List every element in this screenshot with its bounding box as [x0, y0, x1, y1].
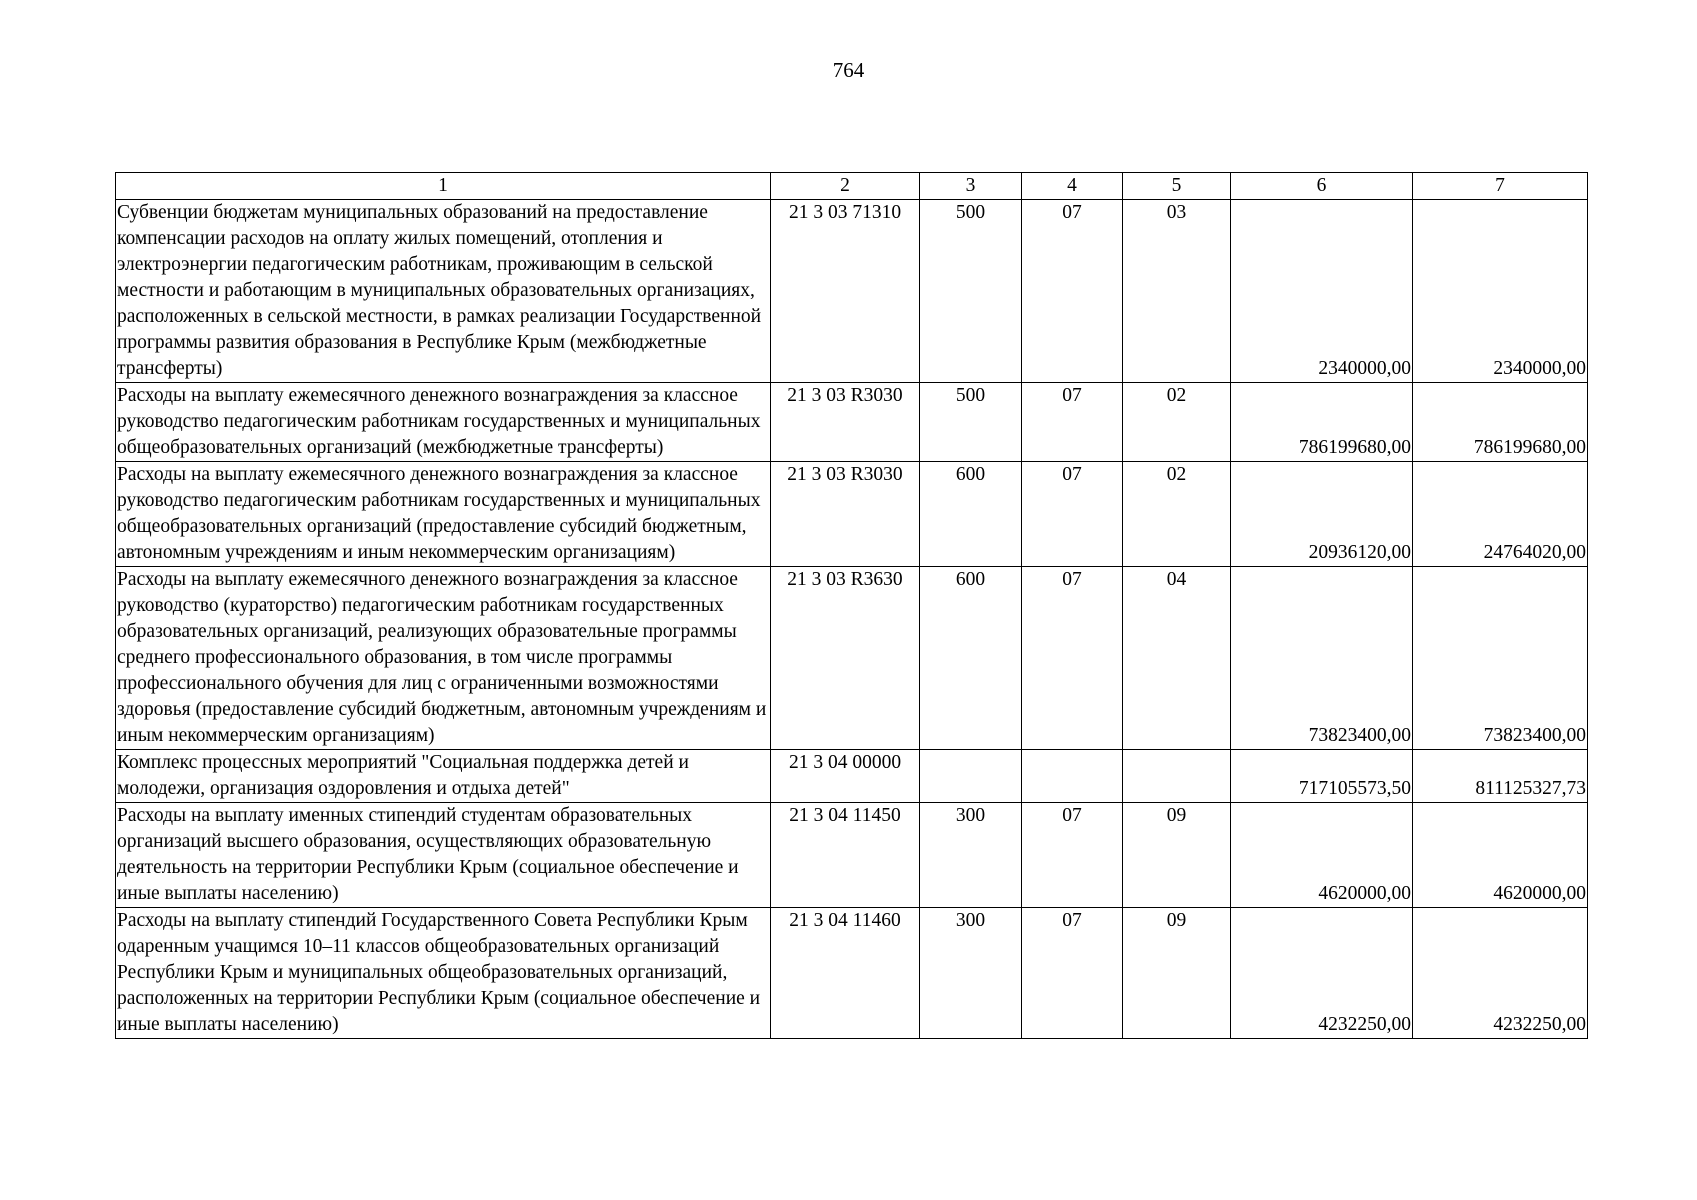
section-cell: 07 — [1022, 908, 1123, 1039]
expense-name-cell: Расходы на выплату именных стипендий студентам образовательных организаций высшего образования, осуществляющих образовательную деятельность на территории Республики Крым (социальное обеспечение и иные выплаты населению) — [116, 803, 771, 908]
amount-col6-cell: 4620000,00 — [1231, 803, 1413, 908]
amount-col7-cell: 4620000,00 — [1413, 803, 1588, 908]
column-header-6: 6 — [1231, 173, 1413, 200]
table-header-row — [116, 173, 1588, 200]
section-cell: 07 — [1022, 200, 1123, 383]
program-code-cell: 21 3 03 R3030 — [771, 383, 920, 462]
subsection-cell: 02 — [1123, 462, 1231, 567]
section-cell: 07 — [1022, 462, 1123, 567]
amount-col7-cell: 811125327,73 — [1413, 750, 1588, 803]
amount-col6-cell: 2340000,00 — [1231, 200, 1413, 383]
amount-col6-cell: 20936120,00 — [1231, 462, 1413, 567]
subsection-cell: 04 — [1123, 567, 1231, 750]
expense-name-cell: Расходы на выплату ежемесячного денежного вознаграждения за классное руководство педагогическим работникам государственных и муниципальных общеобразовательных организаций (предоставление субсидий бюджетным, автономным учреждениям и иным некоммерческим организациям) — [116, 462, 771, 567]
table-row — [116, 908, 1588, 1039]
subsection-cell — [1123, 750, 1231, 803]
expense-type-cell: 600 — [920, 567, 1022, 750]
program-code-cell: 21 3 04 00000 — [771, 750, 920, 803]
subsection-cell: 02 — [1123, 383, 1231, 462]
amount-col7-cell: 73823400,00 — [1413, 567, 1588, 750]
column-header-7: 7 — [1413, 173, 1588, 200]
expense-type-cell: 600 — [920, 462, 1022, 567]
section-cell: 07 — [1022, 803, 1123, 908]
program-code-cell: 21 3 04 11460 — [771, 908, 920, 1039]
amount-col7-cell: 2340000,00 — [1413, 200, 1588, 383]
expense-name-cell: Расходы на выплату стипендий Государственного Совета Республики Крым одаренным учащимся 10–11 классов общеобразовательных организаций Республики Крым и муниципальных общеобразовательных организаций, расположенных на территории Республики Крым (социальное обеспечение и иные выплаты населению) — [116, 908, 771, 1039]
budget-table — [115, 172, 1588, 1039]
program-code-cell: 21 3 03 R3030 — [771, 462, 920, 567]
page-number: 764 — [832, 58, 865, 82]
table-row — [116, 462, 1588, 567]
program-code-cell: 21 3 03 71310 — [771, 200, 920, 383]
program-code-cell: 21 3 03 R3630 — [771, 567, 920, 750]
section-cell: 07 — [1022, 567, 1123, 750]
expense-name-cell: Субвенции бюджетам муниципальных образований на предоставление компенсации расходов на оплату жилых помещений, отопления и электроэнергии педагогическим работникам, проживающим в сельской местности и работающим в муниципальных образовательных организациях, расположенных в сельской местности, в рамках реализации Государственной программы развития образования в Республике Крым (межбюджетные трансферты) — [116, 200, 771, 383]
amount-col6-cell: 717105573,50 — [1231, 750, 1413, 803]
expense-type-cell: 300 — [920, 803, 1022, 908]
expense-name-cell: Комплекс процессных мероприятий "Социальная поддержка детей и молодежи, организация оздоровления и отдыха детей" — [116, 750, 771, 803]
section-cell: 07 — [1022, 383, 1123, 462]
amount-col6-cell: 73823400,00 — [1231, 567, 1413, 750]
table-row — [116, 200, 1588, 383]
section-cell — [1022, 750, 1123, 803]
expense-name-cell: Расходы на выплату ежемесячного денежного вознаграждения за классное руководство педагогическим работникам государственных и муниципальных общеобразовательных организаций (межбюджетные трансферты) — [116, 383, 771, 462]
expense-type-cell — [920, 750, 1022, 803]
subsection-cell: 09 — [1123, 803, 1231, 908]
column-header-5: 5 — [1123, 173, 1231, 200]
subsection-cell: 09 — [1123, 908, 1231, 1039]
program-code-cell: 21 3 04 11450 — [771, 803, 920, 908]
expense-name-cell: Расходы на выплату ежемесячного денежного вознаграждения за классное руководство (кураторство) педагогическим работникам государственных образовательных организаций, реализующих образовательные программы среднего профессионального образования, в том числе программы профессионального обучения для лиц с ограниченными возможностями здоровья (предоставление субсидий бюджетным, автономным учреждениям и иным некоммерческим организациям) — [116, 567, 771, 750]
amount-col7-cell: 786199680,00 — [1413, 383, 1588, 462]
column-header-2: 2 — [771, 173, 920, 200]
table-row — [116, 750, 1588, 803]
expense-type-cell: 500 — [920, 200, 1022, 383]
column-header-3: 3 — [920, 173, 1022, 200]
expense-type-cell: 300 — [920, 908, 1022, 1039]
amount-col6-cell: 4232250,00 — [1231, 908, 1413, 1039]
column-header-1: 1 — [116, 173, 771, 200]
amount-col6-cell: 786199680,00 — [1231, 383, 1413, 462]
table-row — [116, 383, 1588, 462]
amount-col7-cell: 4232250,00 — [1413, 908, 1588, 1039]
subsection-cell: 03 — [1123, 200, 1231, 383]
amount-col7-cell: 24764020,00 — [1413, 462, 1588, 567]
table-row — [116, 803, 1588, 908]
table-row — [116, 567, 1588, 750]
column-header-4: 4 — [1022, 173, 1123, 200]
expense-type-cell: 500 — [920, 383, 1022, 462]
